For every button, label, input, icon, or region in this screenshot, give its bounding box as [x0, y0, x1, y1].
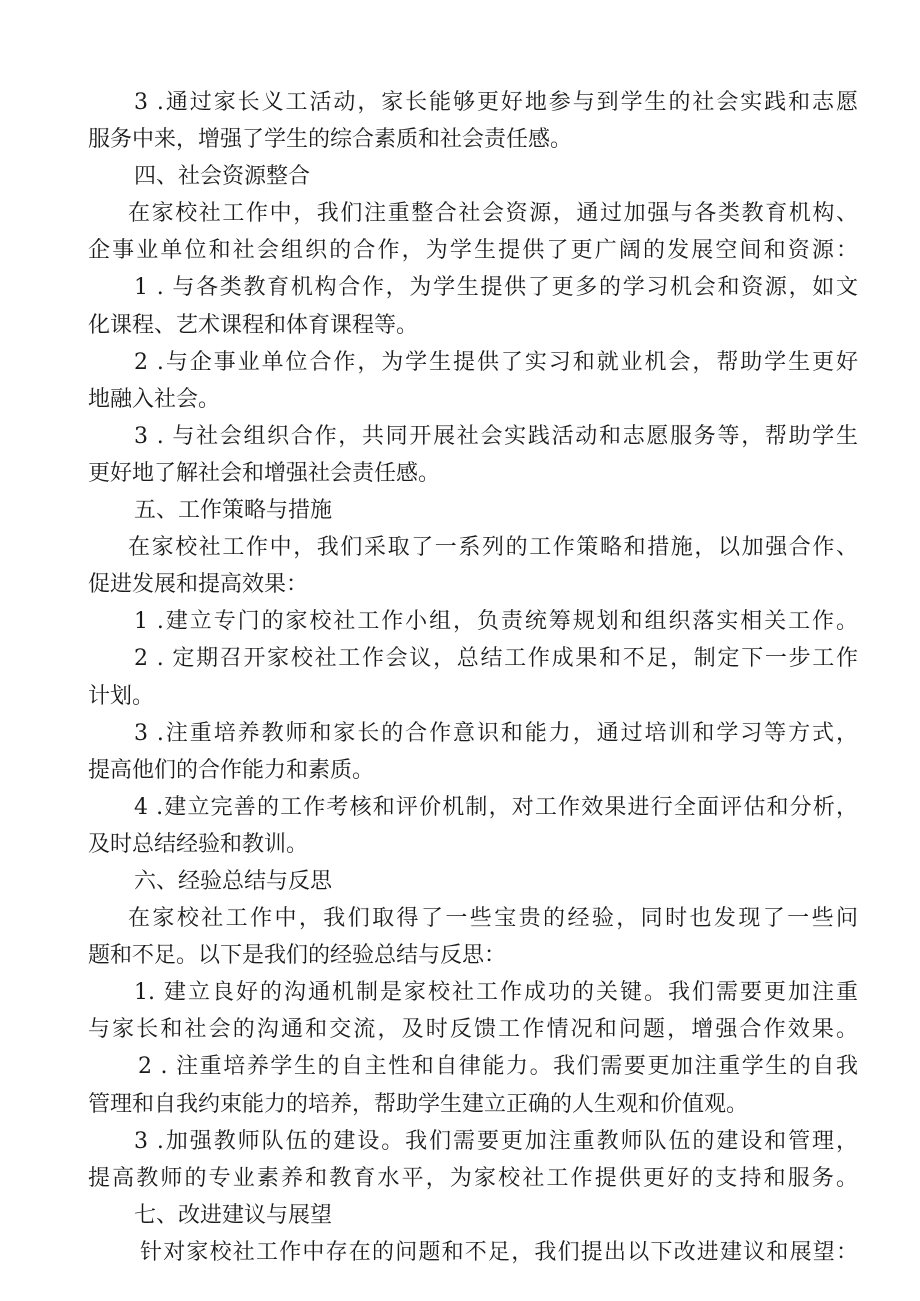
paragraph-line: 在家校社工作中，我们取得了一些宝贵的经验，同时也发现了一些问: [128, 906, 858, 932]
paragraph-line: 1 . 与各类教育机构合作，为学生提供了更多的学习机会和资源，如文: [134, 275, 858, 301]
paragraph-line: 针对家校社工作中存在的问题和不足，我们提出以下改进建议和展望：: [140, 1239, 858, 1265]
paragraph-line: 在家校社工作中，我们采取了一系列的工作策略和措施，以加强合作、: [128, 535, 858, 561]
paragraph-line: 更好地了解社会和增强社会责任感。: [88, 460, 441, 486]
paragraph-line: 3 .注重培养教师和家长的合作意识和能力，通过培训和学习等方式，: [134, 720, 858, 746]
paragraph-line: 3 .通过家长义工活动，家长能够更好地参与到学生的社会实践和志愿: [134, 90, 858, 115]
section-heading: 四、社会资源整合: [134, 164, 311, 190]
paragraph-line: 化课程、艺术课程和体育课程等。: [88, 312, 419, 338]
section-heading: 七、改进建议与展望: [134, 1202, 333, 1228]
paragraph-line: 2 .与企事业单位合作，为学生提供了实习和就业机会，帮助学生更好: [134, 349, 858, 375]
paragraph-line: 企事业单位和社会组织的合作，为学生提供了更广阔的发展空间和资源：: [88, 238, 858, 264]
paragraph-line: 1. 建立良好的沟通机制是家校社工作成功的关键。我们需要更加注重: [134, 980, 858, 1006]
paragraph-line: 促进发展和提高效果：: [88, 572, 309, 598]
paragraph-line: 提高教师的专业素养和教育水平，为家校社工作提供更好的支持和服务。: [88, 1165, 858, 1191]
paragraph-line: 在家校社工作中，我们注重整合社会资源，通过加强与各类教育机构、: [128, 201, 858, 227]
paragraph-line: 4 .建立完善的工作考核和评价机制，对工作效果进行全面评估和分析，: [134, 794, 858, 820]
paragraph-line: 2 . 定期召开家校社工作会议，总结工作成果和不足，制定下一步工作: [134, 646, 858, 672]
paragraph-line: 题和不足。以下是我们的经验总结与反思：: [88, 943, 507, 969]
paragraph-line: 2 . 注重培养学生的自主性和自律能力。我们需要更加注重学生的自我: [138, 1054, 858, 1080]
paragraph-line: 提高他们的合作能力和素质。: [88, 757, 375, 783]
document-page: [88, 84, 858, 1271]
paragraph-line: 3 .加强教师队伍的建设。我们需要更加注重教师队伍的建设和管理，: [134, 1128, 858, 1154]
paragraph-line: 1 .建立专门的家校社工作小组，负责统筹规划和组织落实相关工作。: [134, 609, 858, 635]
paragraph-line: 地融入社会。: [88, 386, 221, 412]
paragraph-line: 及时总结经验和教训。: [88, 831, 309, 857]
paragraph-line: 服务中来，增强了学生的综合素质和社会责任感。: [88, 127, 573, 153]
paragraph-line: 与家长和社会的沟通和交流，及时反馈工作情况和问题，增强合作效果。: [88, 1017, 858, 1043]
section-heading: 五、工作策略与措施: [134, 498, 333, 524]
paragraph-line: 计划。: [88, 683, 155, 709]
section-heading: 六、经验总结与反思: [134, 868, 333, 894]
paragraph-line: 管理和自我约束能力的培养，帮助学生建立正确的人生观和价值观。: [88, 1091, 749, 1117]
paragraph-line: 3 . 与社会组织合作，共同开展社会实践活动和志愿服务等，帮助学生: [134, 423, 858, 449]
